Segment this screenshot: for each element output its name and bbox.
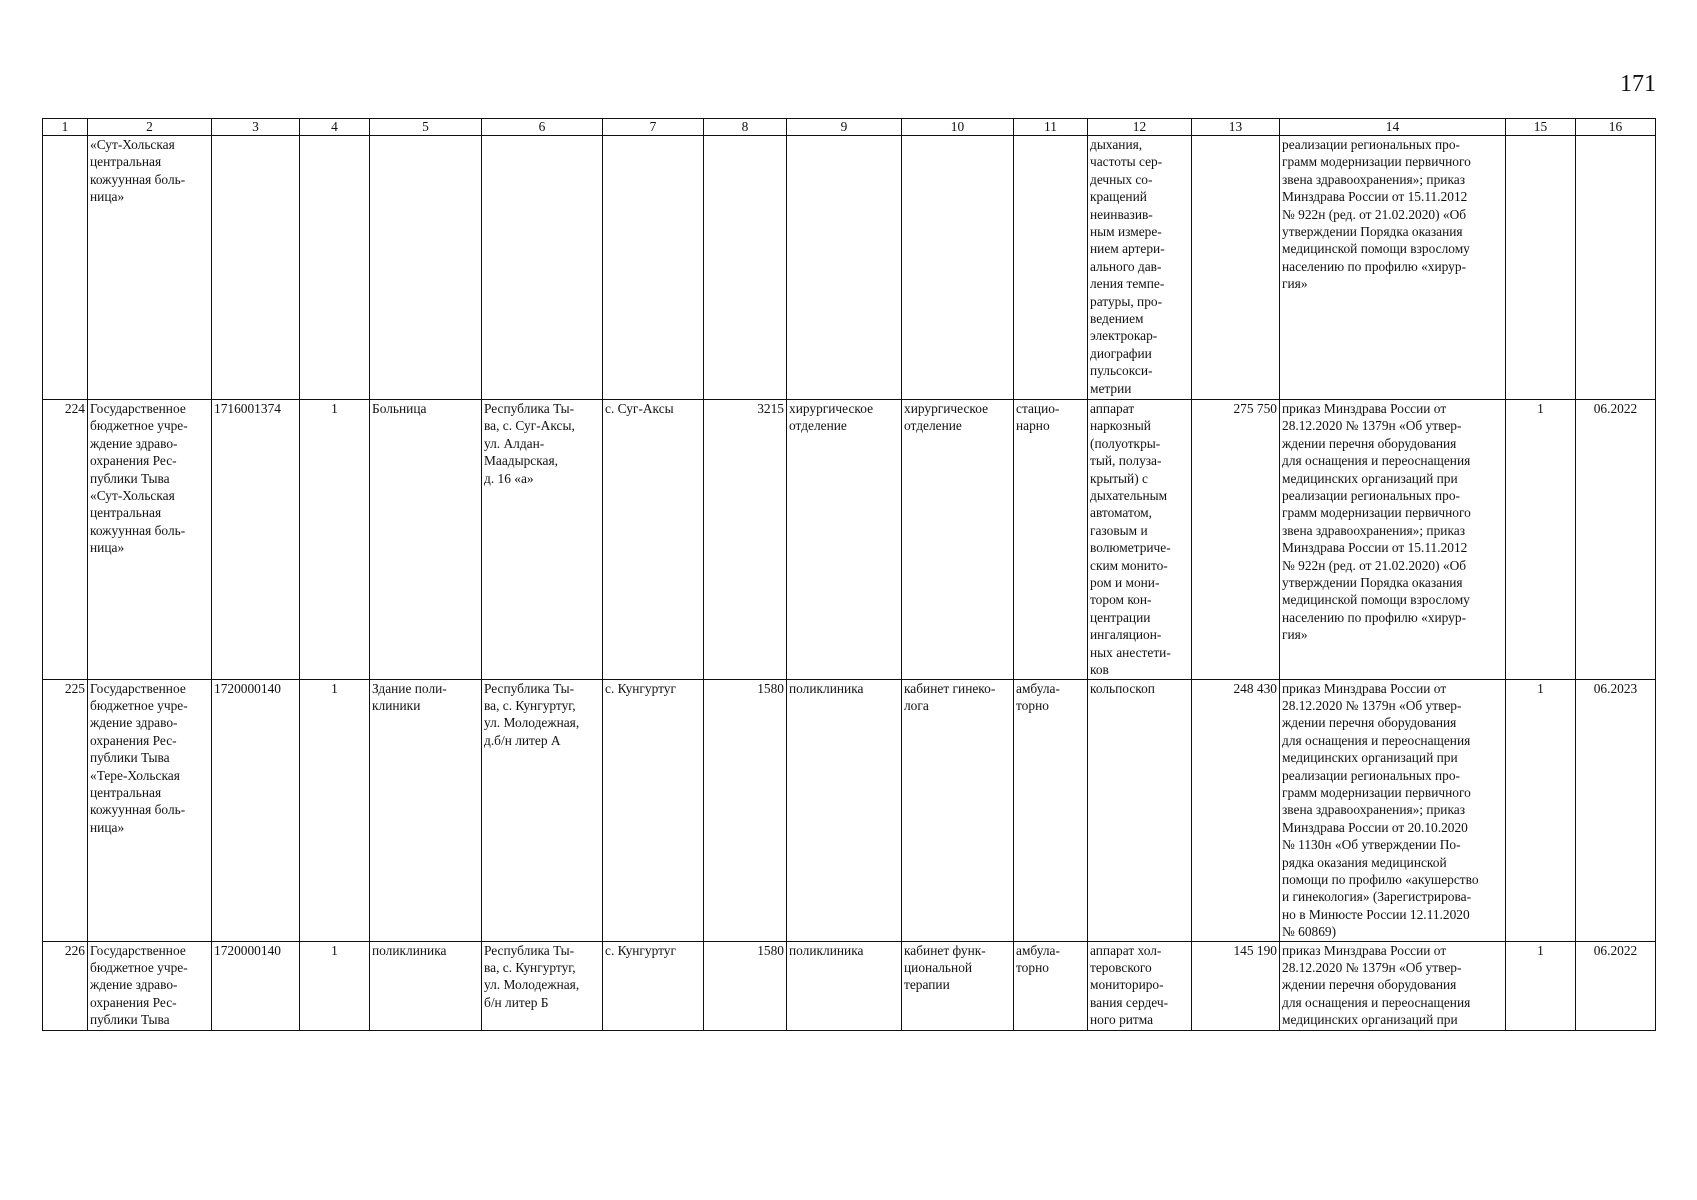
- cell-division: [787, 136, 902, 400]
- cell-population: [704, 136, 787, 400]
- column-header: 16: [1576, 119, 1656, 136]
- equipment-table: [42, 118, 1656, 1031]
- cell-locality: с. Кунгуртуг: [603, 679, 704, 941]
- cell-basis: реализации региональных про- грамм модернизации первичного звена здравоохранения»; приказ Минздрава России от 15.11.2012 № 922н (ред. от 21.02.2020) «Об утверждении Порядка оказания медицинской помощи взрослому населению по профилю «хирур- гия»: [1280, 136, 1506, 400]
- cell-address: [482, 136, 603, 400]
- cell-cost: 248 430: [1192, 679, 1280, 941]
- cell-mode: [1014, 136, 1088, 400]
- cell-population: 3215: [704, 400, 787, 680]
- cell-cost: 145 190: [1192, 941, 1280, 1030]
- cell-object-count: 1: [300, 941, 370, 1030]
- cell-institution: «Сут-Хольская центральная кожуунная боль- ница»: [88, 136, 212, 400]
- cell-inn: [212, 136, 300, 400]
- cell-locality: с. Суг-Аксы: [603, 400, 704, 680]
- cell-equipment: кольпоскоп: [1088, 679, 1192, 941]
- column-header: 11: [1014, 119, 1088, 136]
- cell-unit: [902, 136, 1014, 400]
- cell-locality: [603, 136, 704, 400]
- column-header: 10: [902, 119, 1014, 136]
- cell-population: 1580: [704, 941, 787, 1030]
- cell-address: Республика Ты- ва, с. Кунгуртуг, ул. Молодежная, б/н литер Б: [482, 941, 603, 1030]
- cell-inn: 1720000140: [212, 679, 300, 941]
- table-row: [43, 400, 1656, 680]
- cell-unit: кабинет функ- циональной терапии: [902, 941, 1014, 1030]
- cell-equipment: аппарат хол- теровского мониториро- вания сердеч- ного ритма: [1088, 941, 1192, 1030]
- column-header: 12: [1088, 119, 1192, 136]
- cell-number: 224: [43, 400, 88, 680]
- cell-date: [1576, 136, 1656, 400]
- cell-date: 06.2022: [1576, 941, 1656, 1030]
- cell-inn: 1716001374: [212, 400, 300, 680]
- header-row: [43, 119, 1656, 136]
- table-row: [43, 941, 1656, 1030]
- cell-equipment: аппарат наркозный (полуоткры- тый, полуза- крытый) с дыхательным автоматом, газовым и волюметриче- ским монито- ром и мони- тором кон- центрации ингаляцион- ных анестети- ков: [1088, 400, 1192, 680]
- cell-mode: амбула- торно: [1014, 941, 1088, 1030]
- cell-basis: приказ Минздрава России от 28.12.2020 № 1379н «Об утвер- ждении перечня оборудования для оснащения и переоснащения медицинских организаций при реализации региональных про- грамм модернизации первичного звена здравоохранения»; приказ Минздрава России от 20.10.2020 № 1130н «Об утверждении По- рядка оказания медицинской помощи по профилю «акушерство и гинекология» (Зарегистрирова- но в Минюсте России 12.11.2020 № 60869): [1280, 679, 1506, 941]
- cell-building: Здание поли- клиники: [370, 679, 482, 941]
- cell-basis: приказ Минздрава России от 28.12.2020 № 1379н «Об утвер- ждении перечня оборудования для оснащения и переоснащения медицинских организаций при: [1280, 941, 1506, 1030]
- cell-institution: Государственное бюджетное учре- ждение здраво- охранения Рес- публики Тыва «Сут-Хольская центральная кожуунная боль- ница»: [88, 400, 212, 680]
- column-header: 7: [603, 119, 704, 136]
- column-header: 6: [482, 119, 603, 136]
- cell-quantity: [1506, 136, 1576, 400]
- cell-mode: стацио- нарно: [1014, 400, 1088, 680]
- cell-unit: кабинет гинеко- лога: [902, 679, 1014, 941]
- cell-division: хирургическое отделение: [787, 400, 902, 680]
- cell-address: Республика Ты- ва, с. Суг-Аксы, ул. Алдан- Маадырская, д. 16 «а»: [482, 400, 603, 680]
- cell-cost: 275 750: [1192, 400, 1280, 680]
- cell-address: Республика Ты- ва, с. Кунгуртуг, ул. Молодежная, д.б/н литер А: [482, 679, 603, 941]
- cell-object-count: [300, 136, 370, 400]
- cell-locality: с. Кунгуртуг: [603, 941, 704, 1030]
- cell-population: 1580: [704, 679, 787, 941]
- cell-date: 06.2023: [1576, 679, 1656, 941]
- cell-institution: Государственное бюджетное учре- ждение здраво- охранения Рес- публики Тыва «Тере-Хольская центральная кожуунная боль- ница»: [88, 679, 212, 941]
- table-row: [43, 679, 1656, 941]
- cell-quantity: 1: [1506, 941, 1576, 1030]
- column-header: 8: [704, 119, 787, 136]
- cell-building: Больница: [370, 400, 482, 680]
- cell-basis: приказ Минздрава России от 28.12.2020 № 1379н «Об утвер- ждении перечня оборудования для оснащения и переоснащения медицинских организаций при реализации региональных про- грамм модернизации первичного звена здравоохранения»; приказ Минздрава России от 15.11.2012 № 922н (ред. от 21.02.2020) «Об утверждении Порядка оказания медицинской помощи взрослому населению по профилю «хирур- гия»: [1280, 400, 1506, 680]
- cell-date: 06.2022: [1576, 400, 1656, 680]
- cell-number: 226: [43, 941, 88, 1030]
- cell-mode: амбула- торно: [1014, 679, 1088, 941]
- column-header: 15: [1506, 119, 1576, 136]
- cell-building: поликлиника: [370, 941, 482, 1030]
- column-header: 3: [212, 119, 300, 136]
- cell-cost: [1192, 136, 1280, 400]
- cell-building: [370, 136, 482, 400]
- column-header: 2: [88, 119, 212, 136]
- cell-quantity: 1: [1506, 400, 1576, 680]
- cell-number: 225: [43, 679, 88, 941]
- cell-number: [43, 136, 88, 400]
- cell-inn: 1720000140: [212, 941, 300, 1030]
- cell-object-count: 1: [300, 679, 370, 941]
- table-row: [43, 136, 1656, 400]
- cell-division: поликлиника: [787, 679, 902, 941]
- page-number: 171: [1620, 71, 1656, 97]
- cell-institution: Государственное бюджетное учре- ждение здраво- охранения Рес- публики Тыва: [88, 941, 212, 1030]
- cell-unit: хирургическое отделение: [902, 400, 1014, 680]
- cell-quantity: 1: [1506, 679, 1576, 941]
- column-header: 5: [370, 119, 482, 136]
- column-header: 13: [1192, 119, 1280, 136]
- column-header: 9: [787, 119, 902, 136]
- column-header: 1: [43, 119, 88, 136]
- cell-object-count: 1: [300, 400, 370, 680]
- cell-equipment: дыхания, частоты сер- дечных со- кращений неинвазив- ным измере- нием артери- ального дав- ления темпе- ратуры, про- ведением электрокар- диографии пульсокси- метрии: [1088, 136, 1192, 400]
- column-header: 4: [300, 119, 370, 136]
- column-header: 14: [1280, 119, 1506, 136]
- cell-division: поликлиника: [787, 941, 902, 1030]
